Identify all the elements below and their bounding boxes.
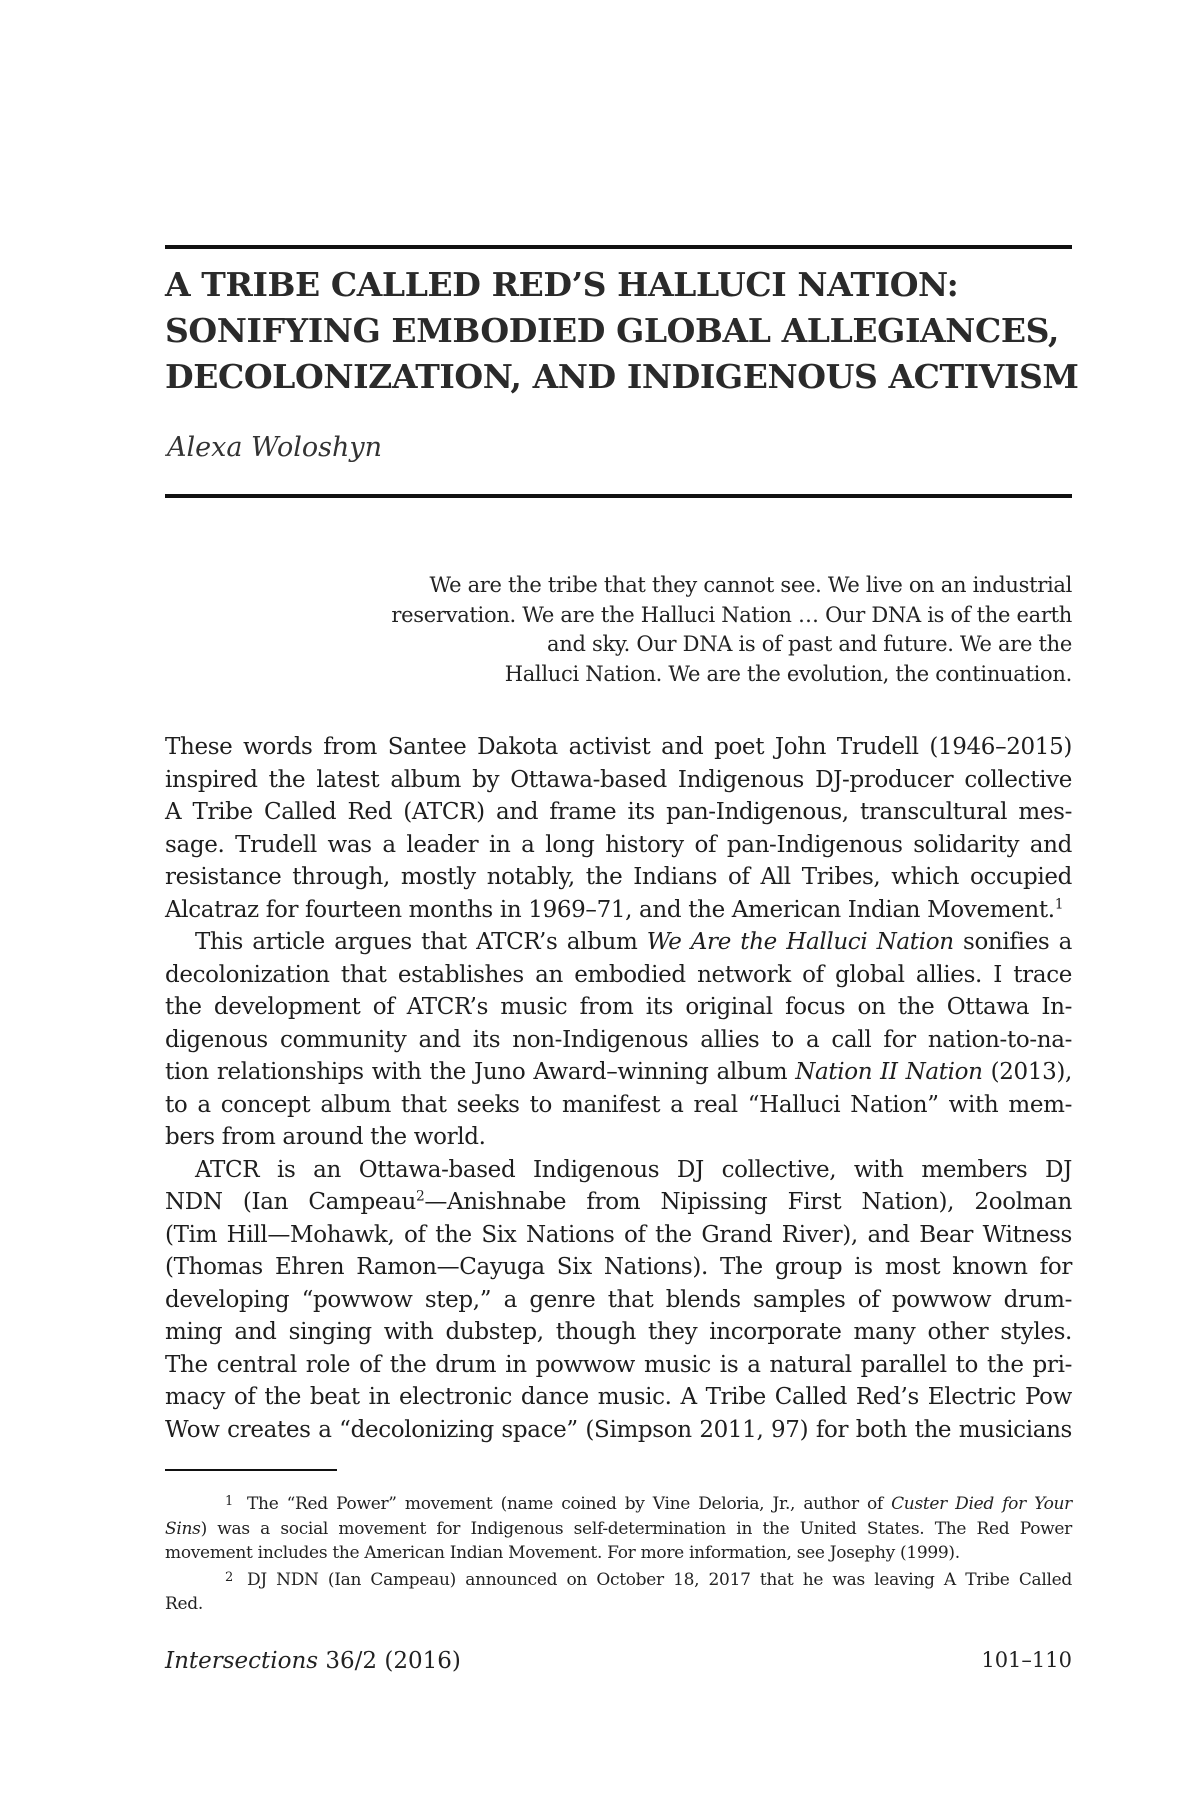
album-title: We Are the Halluci Nation: [646, 929, 954, 955]
body-line: (Thomas Ehren Ramon—Cayuga Six Nations). The group is most known for: [165, 1254, 1072, 1280]
epigraph-line: reservation. We are the Halluci Nation … Our DNA is of the earth: [391, 602, 1072, 627]
body-line: [165, 1186, 1072, 1219]
body-text-span: This article argues that ATCR’s album: [195, 929, 647, 955]
body-line: digenous community and its non-Indigenous allies to a call for nation-to-na-: [165, 1026, 1072, 1053]
body-text-span: sonifies a: [953, 929, 1072, 955]
epigraph-line: and sky. Our DNA is of past and future. We are the: [547, 632, 1072, 656]
book-title: Sins: [165, 1518, 201, 1539]
album-title: Nation II Nation: [795, 1059, 983, 1085]
epigraph: [300, 571, 1072, 689]
body-text-span: (2013),: [982, 1059, 1072, 1085]
footnotes: [165, 1490, 1072, 1617]
body-text-span: —Anishnabe from Nipissing First Nation), 2oolman: [424, 1189, 1072, 1215]
footnote-1-line: [165, 1517, 1072, 1542]
body-line: (Tim Hill—Mohawk, of the Six Nations of the Grand River), and Bear Witness: [165, 1221, 1072, 1248]
title-rule-top: [165, 245, 1072, 249]
body-line: Wow creates a “decolonizing space” (Simpson 2011, 97) for both the musicians: [165, 1416, 1072, 1443]
title-line: SONIFYING EMBODIED GLOBAL ALLEGIANCES,: [165, 311, 1059, 350]
body-line: sage. Trudell was a leader in a long history of pan-Indigenous solidarity and: [165, 831, 1072, 858]
body-line: [165, 1056, 1072, 1089]
footnote-text: The “Red Power” movement (name coined by Vine Deloria, Jr., author of: [247, 1494, 892, 1514]
footnote-ref[interactable]: 1: [1054, 895, 1064, 912]
body-line: The central role of the drum in powwow music is a natural parallel to the pri-: [165, 1351, 1072, 1378]
body-line: [165, 894, 1072, 927]
footnote-2-line: Red.: [165, 1594, 203, 1614]
title-rule-bottom: [165, 494, 1072, 498]
footnote-separator: [165, 1469, 337, 1471]
footnote-text: ) was a social movement for Indigenous self-determination in the United States. The Red Power: [200, 1518, 1072, 1539]
footnote-1-line: [165, 1490, 1072, 1517]
body-line: inspired the latest album by Ottawa-based Indigenous DJ-producer collective: [165, 766, 1072, 793]
journal-citation: [165, 1648, 461, 1674]
body-line: the development of ATCR’s music from its original focus on the Ottawa In-: [165, 994, 1072, 1020]
body-text-span: Alcatraz for fourteen months in 1969–71, and the American Indian Movement.: [165, 896, 1055, 923]
title-line: A TRIBE CALLED RED’S HALLUCI NATION:: [165, 265, 959, 304]
body-line: ATCR is an Ottawa-based Indigenous DJ collective, with members DJ: [195, 1156, 1072, 1183]
journal-issue: 36/2 (2016): [318, 1648, 461, 1674]
body-line: [165, 926, 1072, 959]
book-title: Custer Died for Your: [891, 1494, 1072, 1514]
footnote-ref[interactable]: 2: [415, 1188, 425, 1205]
footnote-text: DJ NDN (Ian Campeau) announced on October 18, 2017 that he was leaving A Tribe Called: [247, 1569, 1072, 1590]
body-line: bers from around the world.: [165, 1124, 486, 1150]
body-text-span: NDN (Ian Campeau: [165, 1189, 416, 1215]
body-line: to a concept album that seeks to manifest a real “Halluci Nation” with mem-: [165, 1091, 1072, 1118]
epigraph-line: Halluci Nation. We are the evolution, the continuation.: [504, 661, 1072, 686]
body-line: These words from Santee Dakota activist and poet John Trudell (1946–2015): [165, 734, 1072, 760]
journal-name: Intersections: [165, 1648, 319, 1674]
footnote-number: 1: [225, 1494, 233, 1509]
footnote-number: 2: [225, 1569, 233, 1585]
footnote-2-line: [165, 1566, 1072, 1593]
title-line: DECOLONIZATION, AND INDIGENOUS ACTIVISM: [165, 357, 1079, 396]
body-line: decolonization that establishes an embodied network of global allies. I trace: [165, 961, 1072, 988]
page-range: 101–110: [981, 1648, 1072, 1672]
body-line: macy of the beat in electronic dance music. A Tribe Called Red’s Electric Pow: [165, 1384, 1072, 1410]
article-title: [165, 262, 1079, 400]
body-line: developing “powwow step,” a genre that blends samples of powwow drum-: [165, 1286, 1072, 1313]
body-line: A Tribe Called Red (ATCR) and frame its pan-Indigenous, transcultural mes-: [165, 799, 1072, 825]
epigraph-line: We are the tribe that they cannot see. We live on an industrial: [429, 573, 1072, 597]
body-text: [165, 731, 1072, 1446]
body-line: resistance through, mostly notably, the Indians of All Tribes, which occupied: [165, 864, 1072, 890]
body-line: ming and singing with dubstep, though they incorporate many other styles.: [165, 1319, 1072, 1345]
body-text-span: tion relationships with the Juno Award–winning album: [165, 1059, 796, 1085]
author-name: Alexa Woloshyn: [167, 432, 382, 463]
footnote-1-line: movement includes the American Indian Movement. For more information, see Josephy (1999).: [165, 1543, 960, 1563]
